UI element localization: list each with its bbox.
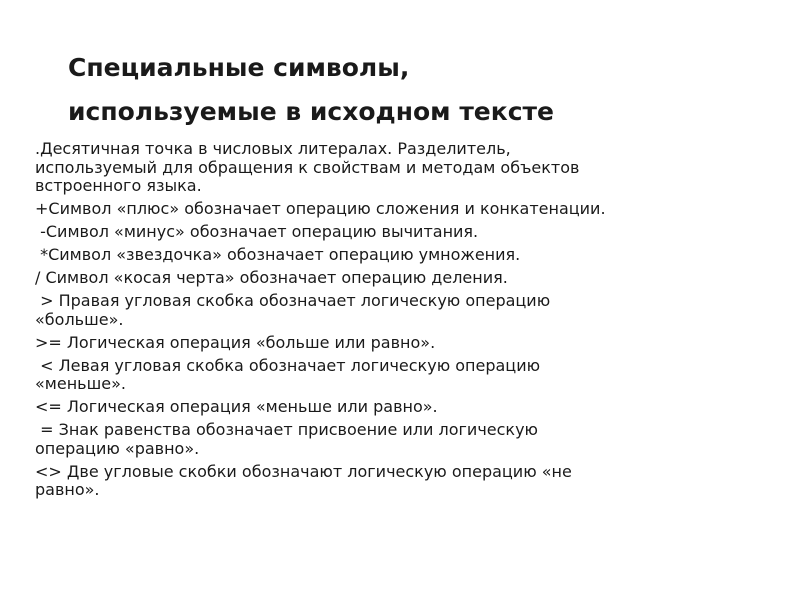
paragraph-minus: -Символ «минус» обозначает операцию вычитания. [35,222,479,241]
slide-title-line-1: Специальные символы, [68,53,410,82]
paragraph-decimal-point: .Десятичная точка в числовых литералах. Разделитель, используемый для обращения к свойствам и методам объектов встроенного языка. [35,139,580,195]
paragraph-slash: / Символ «косая черта» обозначает операцию деления. [35,268,508,287]
paragraph-asterisk: *Символ «звездочка» обозначает операцию умножения. [35,245,521,264]
slide-body [35,140,775,504]
slide-title-line-2: используемые в исходном тексте [68,97,554,126]
paragraph-not-equal: <> Две угловые скобки обозначают логическую операцию «не равно». [35,461,572,499]
paragraph-plus: +Символ «плюс» обозначает операцию сложения и конкатенации. [35,199,606,218]
paragraph-less-or-equal: <= Логическая операция «меньше или равно». [35,397,438,416]
paragraph-equals: = Знак равенства обозначает присвоение или логическую операцию «равно». [35,420,539,458]
paragraph-greater-or-equal: >= Логическая операция «больше или равно». [35,332,436,352]
paragraph-less-than: < Левая угловая скобка обозначает логическую операцию «меньше». [35,355,541,393]
paragraph-greater-than: > Правая угловая скобка обозначает логическую операцию «больше». [35,291,551,329]
slide-title [68,46,768,134]
